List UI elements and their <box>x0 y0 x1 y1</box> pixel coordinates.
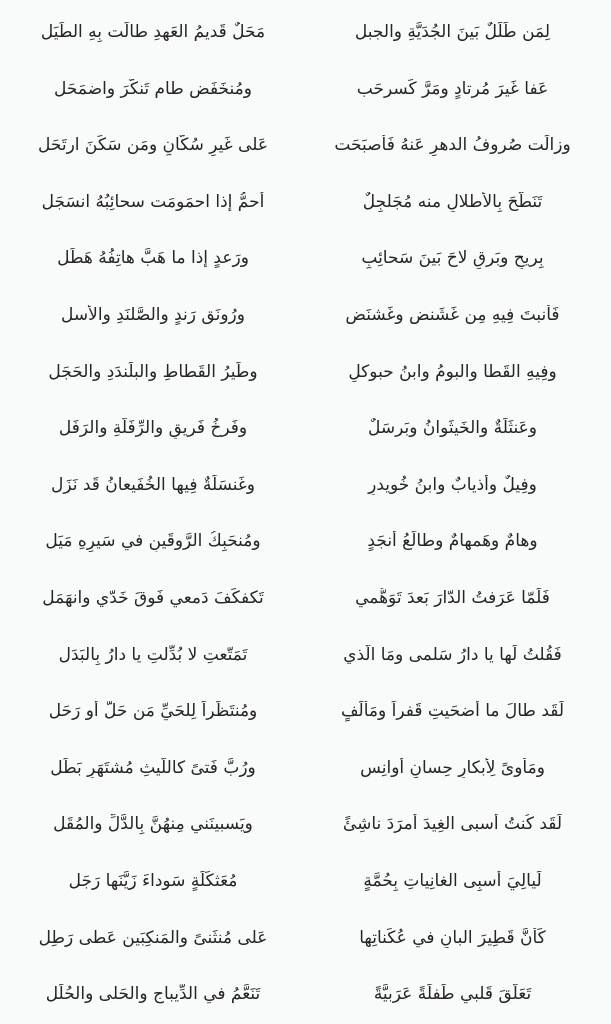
verse-first-hemistich: بِريحٍ وبَرقٍ لاحَ بَينَ سَحائِبٍ <box>361 248 544 269</box>
verse-second-hemistich: ورُبَّ فَتىً كاللَّيثِ مُشتَهَرٍ بَطَل <box>50 757 256 778</box>
verse-first-hemistich: وفِيلٌ وأذيابٌ وابنُ خُويدرٍ <box>368 474 537 495</box>
verse-second-hemistich: تَكفكَفَ دَمعي فَوقَ خَدّي وانهَمَل <box>42 588 264 609</box>
verse-second-hemistich: تَمَتّعتِ لا بُدِّلتِ يا دارُ بِالبَدَل <box>58 644 248 665</box>
verse-second-hemistich: مُعَثكَلَةٍ سَوداءَ زَيَّنَها رَجَل <box>68 871 238 891</box>
verse-first-hemistich: كَأنَّ قَطِيرَ البانِ في عُكَناتِها <box>359 927 546 948</box>
verse-second-hemistich: عَلى مُنثَنىً والمَنكِبَينِ عَطى رَطِل <box>38 927 268 948</box>
verse-second-hemistich: ويَسبينَني مِنهُنَّ بِالدَّلِّ والمُقَل <box>53 814 253 835</box>
verse-second-hemistich: وطَيرُ القَطاطِ والبلَندَدِ والحَجَل <box>48 361 258 382</box>
verse-first-hemistich: عَفا غَيرَ مُرتادٍ ومَرَّ كَسرحَب <box>356 78 549 99</box>
verse-first-hemistich: لِمَن طَلَلٌ بَينَ الجُدَيَّةِ والجبل <box>354 22 551 43</box>
verse-18 <box>0 966 611 1023</box>
verse-first-hemistich: فَأنبتَ فِيهِ مِن غَشَنضٍ وغَشنَضٍ <box>345 305 560 326</box>
verse-3 <box>0 117 611 174</box>
verse-first-hemistich: وعَنثَلَةٌ والخَيثَوانُ وبَرسَلٌ <box>368 418 537 439</box>
verse-first-hemistich: لَيالِيَ أسبِى الغانِياتِ بِحُمَّةٍ <box>363 871 542 891</box>
verse-second-hemistich: ومُنخَفَضٍ طامٍ تَنكَّرَ واضمَحَل <box>54 78 252 99</box>
verse-second-hemistich: تَنَعَّمُ في الدِّيباجِ والحَلى والحُلَل <box>45 984 261 1005</box>
verse-first-hemistich: لَقَد كُنتُ أسبى الغِيدَ أمرَدَ ناشِئً <box>342 814 563 835</box>
verse-6 <box>0 287 611 344</box>
verse-first-hemistich: فَلَمّا عَرَفتُ الدّارَ بَعدَ تَوَهُّمي <box>355 588 550 609</box>
verse-4 <box>0 174 611 231</box>
verse-first-hemistich: وفِيهِ القَطا والبومُ وابنُ حبوكلٍ <box>348 361 557 382</box>
verse-11 <box>0 570 611 627</box>
verse-second-hemistich: وغَنسَلَةٌ فِيها الخُفَيعانُ قَد نَزَل <box>50 474 255 495</box>
verse-second-hemistich: ورُونَقِ رَندٍ والصَّلنَدِ والأسل <box>61 305 245 326</box>
verse-7 <box>0 344 611 401</box>
verse-17 <box>0 910 611 967</box>
verse-9 <box>0 457 611 514</box>
verse-second-hemistich: عَلى غَيرِ سُكّانٍ ومَن سَكَنَ ارتَحَل <box>38 135 268 156</box>
verse-5 <box>0 230 611 287</box>
verse-second-hemistich: ومُنحَبِكُ الرَّوقَينِ في سَيرِهِ مَيَل <box>45 531 261 552</box>
verse-12 <box>0 627 611 684</box>
verse-16 <box>0 853 611 910</box>
verse-first-hemistich: لَقَد طالَ ما أضحَيتِ قَفراً ومَألَفٍ <box>340 701 565 722</box>
verse-first-hemistich: ومَأوىً لِأبكارٍ حِسانٍ أوانِسٍ <box>360 757 545 778</box>
verse-first-hemistich: تَعَلَّقَ قَلبي طَفلَةً عَرَبيَّةً <box>373 984 532 1005</box>
verse-first-hemistich: فَقُلتُ لَها يا دارُ سَلمى ومَا الّذي <box>343 644 562 665</box>
verse-2 <box>0 61 611 118</box>
verse-second-hemistich: أحمُّ إذا احمَومَت سحائِبُهُ انسَجَل <box>41 191 265 212</box>
verse-15 <box>0 796 611 853</box>
verse-14 <box>0 740 611 797</box>
verse-8 <box>0 400 611 457</box>
verse-second-hemistich: ومُنتَظَراً لِلحَيِّ مَن حَلَّ أو رَحَل <box>48 701 258 722</box>
verse-second-hemistich: مَحَلٌ قَديمُ العَهدِ طالَت بِهِ الطِّيَل <box>40 22 266 43</box>
verse-first-hemistich: وزالَت صُروفُ الدهرِ عَنهُ فَأصبَحَت <box>334 135 571 156</box>
verse-second-hemistich: وفَرخُ فَريقٍ والرِّفَلَّةِ والرَفَل <box>58 418 248 439</box>
verse-first-hemistich: وهامٌ وهَمهامٌ وطالَعُ أنجَدٍ <box>367 531 538 552</box>
verse-13 <box>0 683 611 740</box>
verse-first-hemistich: تَنَطّحَ بِالأطلالِ منه مُجَلجِلٌ <box>362 191 543 212</box>
verse-1 <box>0 4 611 61</box>
verse-second-hemistich: ورَعدٍ إذا ما هَبَّ هاتِفُهُ هَطَل <box>57 248 249 269</box>
verse-10 <box>0 513 611 570</box>
